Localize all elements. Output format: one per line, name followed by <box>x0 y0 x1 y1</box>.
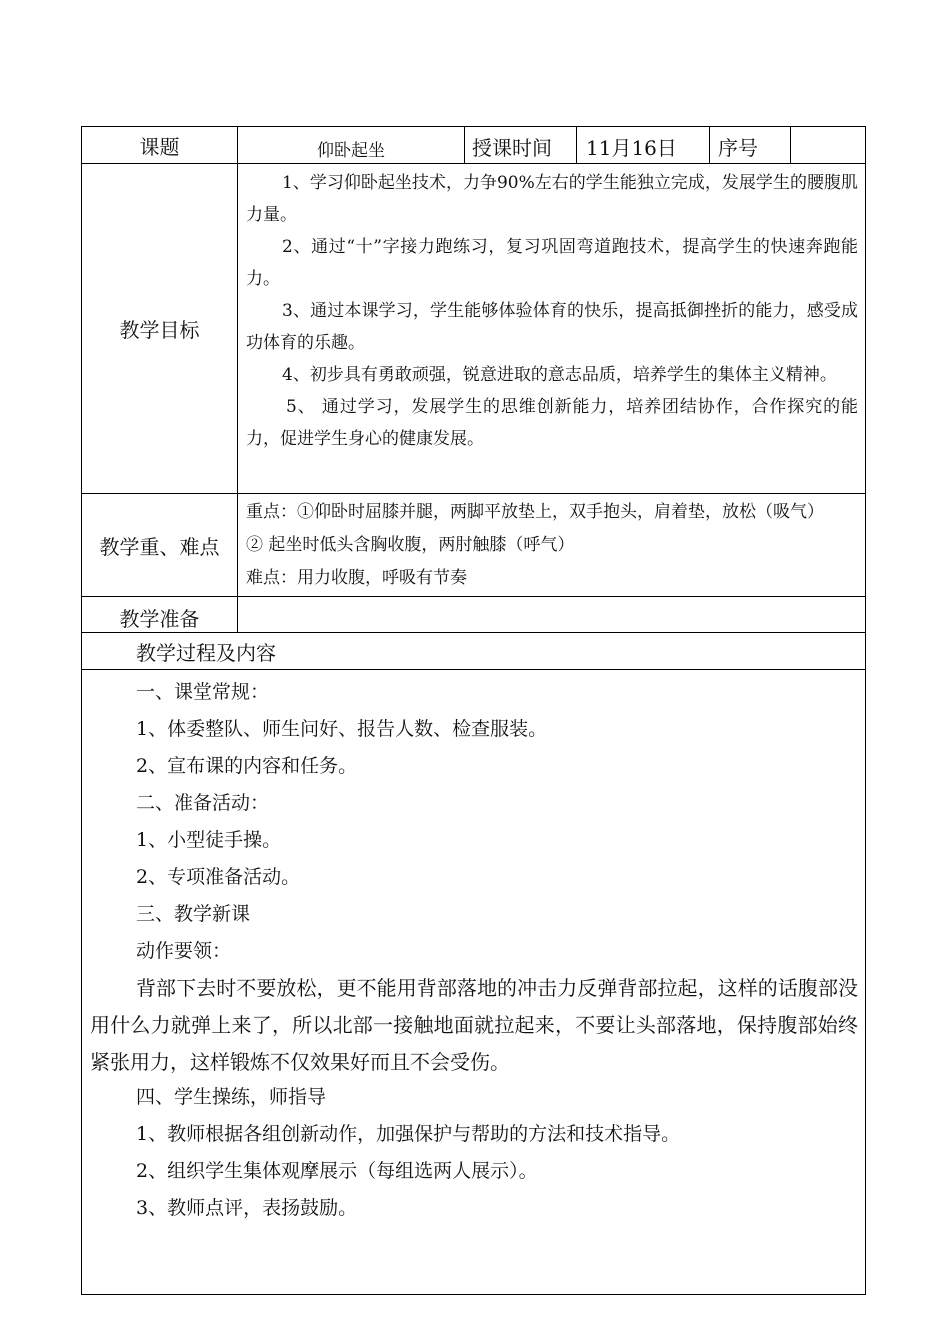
key-point-line: 难点：用力收腹，呼吸有节奏 <box>246 568 467 588</box>
topic-label: 课题 <box>139 135 180 159</box>
objective-item: 1、学习仰卧起坐技术，力争90%左右的学生能独立完成，发展学生的腰腹肌力量。 <box>246 173 858 225</box>
col-divider <box>576 126 577 163</box>
process-line: 三、教学新课 <box>136 903 251 925</box>
process-line: 1、教师根据各组创新动作，加强保护与帮助的方法和技术指导。 <box>136 1123 681 1145</box>
process-line: 1、体委整队、师生问好、报告人数、检查服装。 <box>136 718 548 740</box>
process-line: 2、组织学生集体观摩展示（每组选两人展示）。 <box>136 1160 538 1182</box>
table-border-top <box>81 126 866 127</box>
preparation-value <box>246 599 861 632</box>
process-line: 二、准备活动： <box>136 792 270 814</box>
objectives-content <box>246 167 858 455</box>
process-paragraph <box>90 970 858 1081</box>
process-line: 2、宣布课的内容和任务。 <box>136 755 358 777</box>
seq-label: 序号 <box>718 136 758 160</box>
process-line: 2、专项准备活动。 <box>136 866 301 888</box>
objective-item: 3、通过本课学习，学生能够体验体育的快乐，提高抵御挫折的能力，感受成功体育的乐趣。 <box>246 301 858 353</box>
objectives-label: 教学目标 <box>119 318 200 342</box>
col-divider <box>790 126 791 163</box>
process-heading: 教学过程及内容 <box>136 641 276 665</box>
process-line: 四、学生操练，师指导 <box>136 1086 327 1108</box>
objective-item: 4、初步具有勇敢顽强，锐意进取的意志品质，培养学生的集体主义精神。 <box>282 365 837 385</box>
col-divider <box>237 126 238 632</box>
row-divider <box>81 596 866 597</box>
key-point-line: ② 起坐时低头含胸收腹，两肘触膝（呼气） <box>246 535 575 555</box>
process-line: 3、教师点评，表扬鼓励。 <box>136 1197 358 1219</box>
process-line: 一、课堂常规： <box>136 681 270 703</box>
topic-value: 仰卧起坐 <box>317 141 385 161</box>
key-point-line: 重点：①仰卧时屈膝并腿，两脚平放垫上，双手抱头，肩着垫，放松（吸气） <box>246 502 824 522</box>
process-line: 背部下去时不要放松，更不能用背部落地的冲击力反弹背部拉起，这样的话腹部没用什么力就弹上来了，所以北部一接触地面就拉起来，不要让头部落地，保持腹部始终紧张用力，这样锻炼不仅效果好而且不会受伤。 <box>90 976 858 1074</box>
key-points-content <box>246 496 861 595</box>
objective-item: 2、通过“十”字接力跑练习，复习巩固弯道跑技术，提高学生的快速奔跑能力。 <box>246 237 858 289</box>
col-divider <box>464 126 465 163</box>
col-divider <box>709 126 710 163</box>
process-line: 1、小型徒手操。 <box>136 829 282 851</box>
table-border-right <box>865 126 866 1295</box>
table-border-bottom <box>81 1294 866 1295</box>
objective-item: 5、 通过学习，发展学生的思维创新能力，培养团结协作，合作探究的能力，促进学生身心的健康发展。 <box>246 397 858 449</box>
process-content-continued <box>136 1079 858 1227</box>
process-line: 动作要领： <box>136 940 232 962</box>
process-content <box>136 674 858 970</box>
preparation-label: 教学准备 <box>119 606 200 631</box>
time-value: 11月16日 <box>586 136 677 160</box>
key-points-label: 教学重、难点 <box>99 534 220 559</box>
time-label: 授课时间 <box>472 136 552 160</box>
seq-value <box>792 131 864 166</box>
